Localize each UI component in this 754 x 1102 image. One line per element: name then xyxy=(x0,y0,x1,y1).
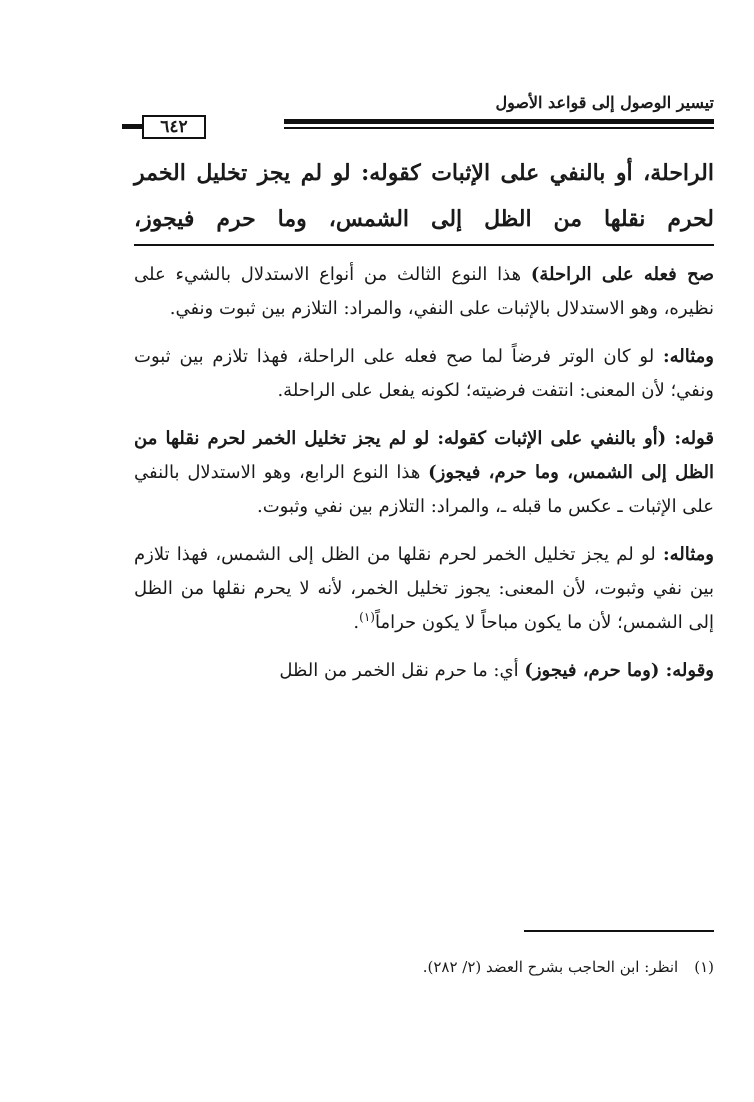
header-rule-thin xyxy=(284,127,714,129)
paragraph-text: لو لم يجز تخليل الخمر لحرم نقلها من الظل إلى الشمس، فهذا تلازم بين نفي وثبوت، لأن المعنى: يجوز تخليل الخمر، لأنه لا يحرم نقلها من الظل إلى الشمس؛ لأن ما يكون مباحاً لا يكون حراماً xyxy=(134,544,714,633)
matn-text: الراحلة، أو بالنفي على الإثبات كقوله: لو لم يجز تخليل الخمر لحرم نقلها من الظل إلى الشمس، وما حرم فيجوز، xyxy=(134,160,714,232)
paragraph-lead: صح فعله على الراحلة) xyxy=(530,264,714,285)
footnote-number: (١) xyxy=(694,958,714,976)
paragraph-text: لو كان الوتر فرضاً لما صح فعله على الراحلة، فهذا تلازم بين ثبوت ونفي؛ لأن المعنى: انتفت فرضيته؛ لكونه يفعل على الراحلة. xyxy=(134,346,714,401)
running-title: تيسير الوصول إلى قواعد الأصول xyxy=(495,93,714,112)
page-number: ٦٤٢ xyxy=(142,115,206,139)
paragraph-lead: ومثاله: xyxy=(662,544,714,565)
commentary-body xyxy=(134,258,714,702)
paragraph xyxy=(134,654,714,688)
paragraph-lead: وقوله: (وما حرم، فيجوز) xyxy=(524,660,714,681)
footnote-reference[interactable]: (١) xyxy=(359,610,375,624)
footnote-rule xyxy=(524,930,714,932)
footnote-text: انظر: ابن الحاجب بشرح العضد (٢/ ٢٨٢). xyxy=(422,958,679,976)
footnote xyxy=(423,958,714,976)
matn-divider xyxy=(134,244,714,246)
header-rule-left-stub xyxy=(122,124,142,129)
paragraph-text: هذا النوع الرابع، وهو الاستدلال بالنفي على الإثبات ـ عكس ما قبله ـ، والمراد: التلازم بين نفي وثبوت. xyxy=(134,462,714,517)
paragraph xyxy=(134,422,714,524)
paragraph xyxy=(134,258,714,326)
paragraph-tail: . xyxy=(353,612,360,633)
paragraph-text: أي: ما حرم نقل الخمر من الظل xyxy=(279,660,525,681)
paragraph xyxy=(134,340,714,408)
paragraph xyxy=(134,538,714,640)
header-rule-thick xyxy=(284,119,714,124)
paragraph-lead: قوله: (أو بالنفي على الإثبات كقوله: لو لم يجز تخليل الخمر لحرم نقلها من الظل إلى الشمس، وما حرم، فيجوز) xyxy=(134,428,715,483)
paragraph-text: هذا النوع الثالث من أنواع الاستدلال بالشيء على نظيره، وهو الاستدلال بالإثبات على النفي، والمراد: التلازم بين ثبوت ونفي. xyxy=(134,264,714,319)
paragraph-lead: ومثاله: xyxy=(662,346,714,367)
